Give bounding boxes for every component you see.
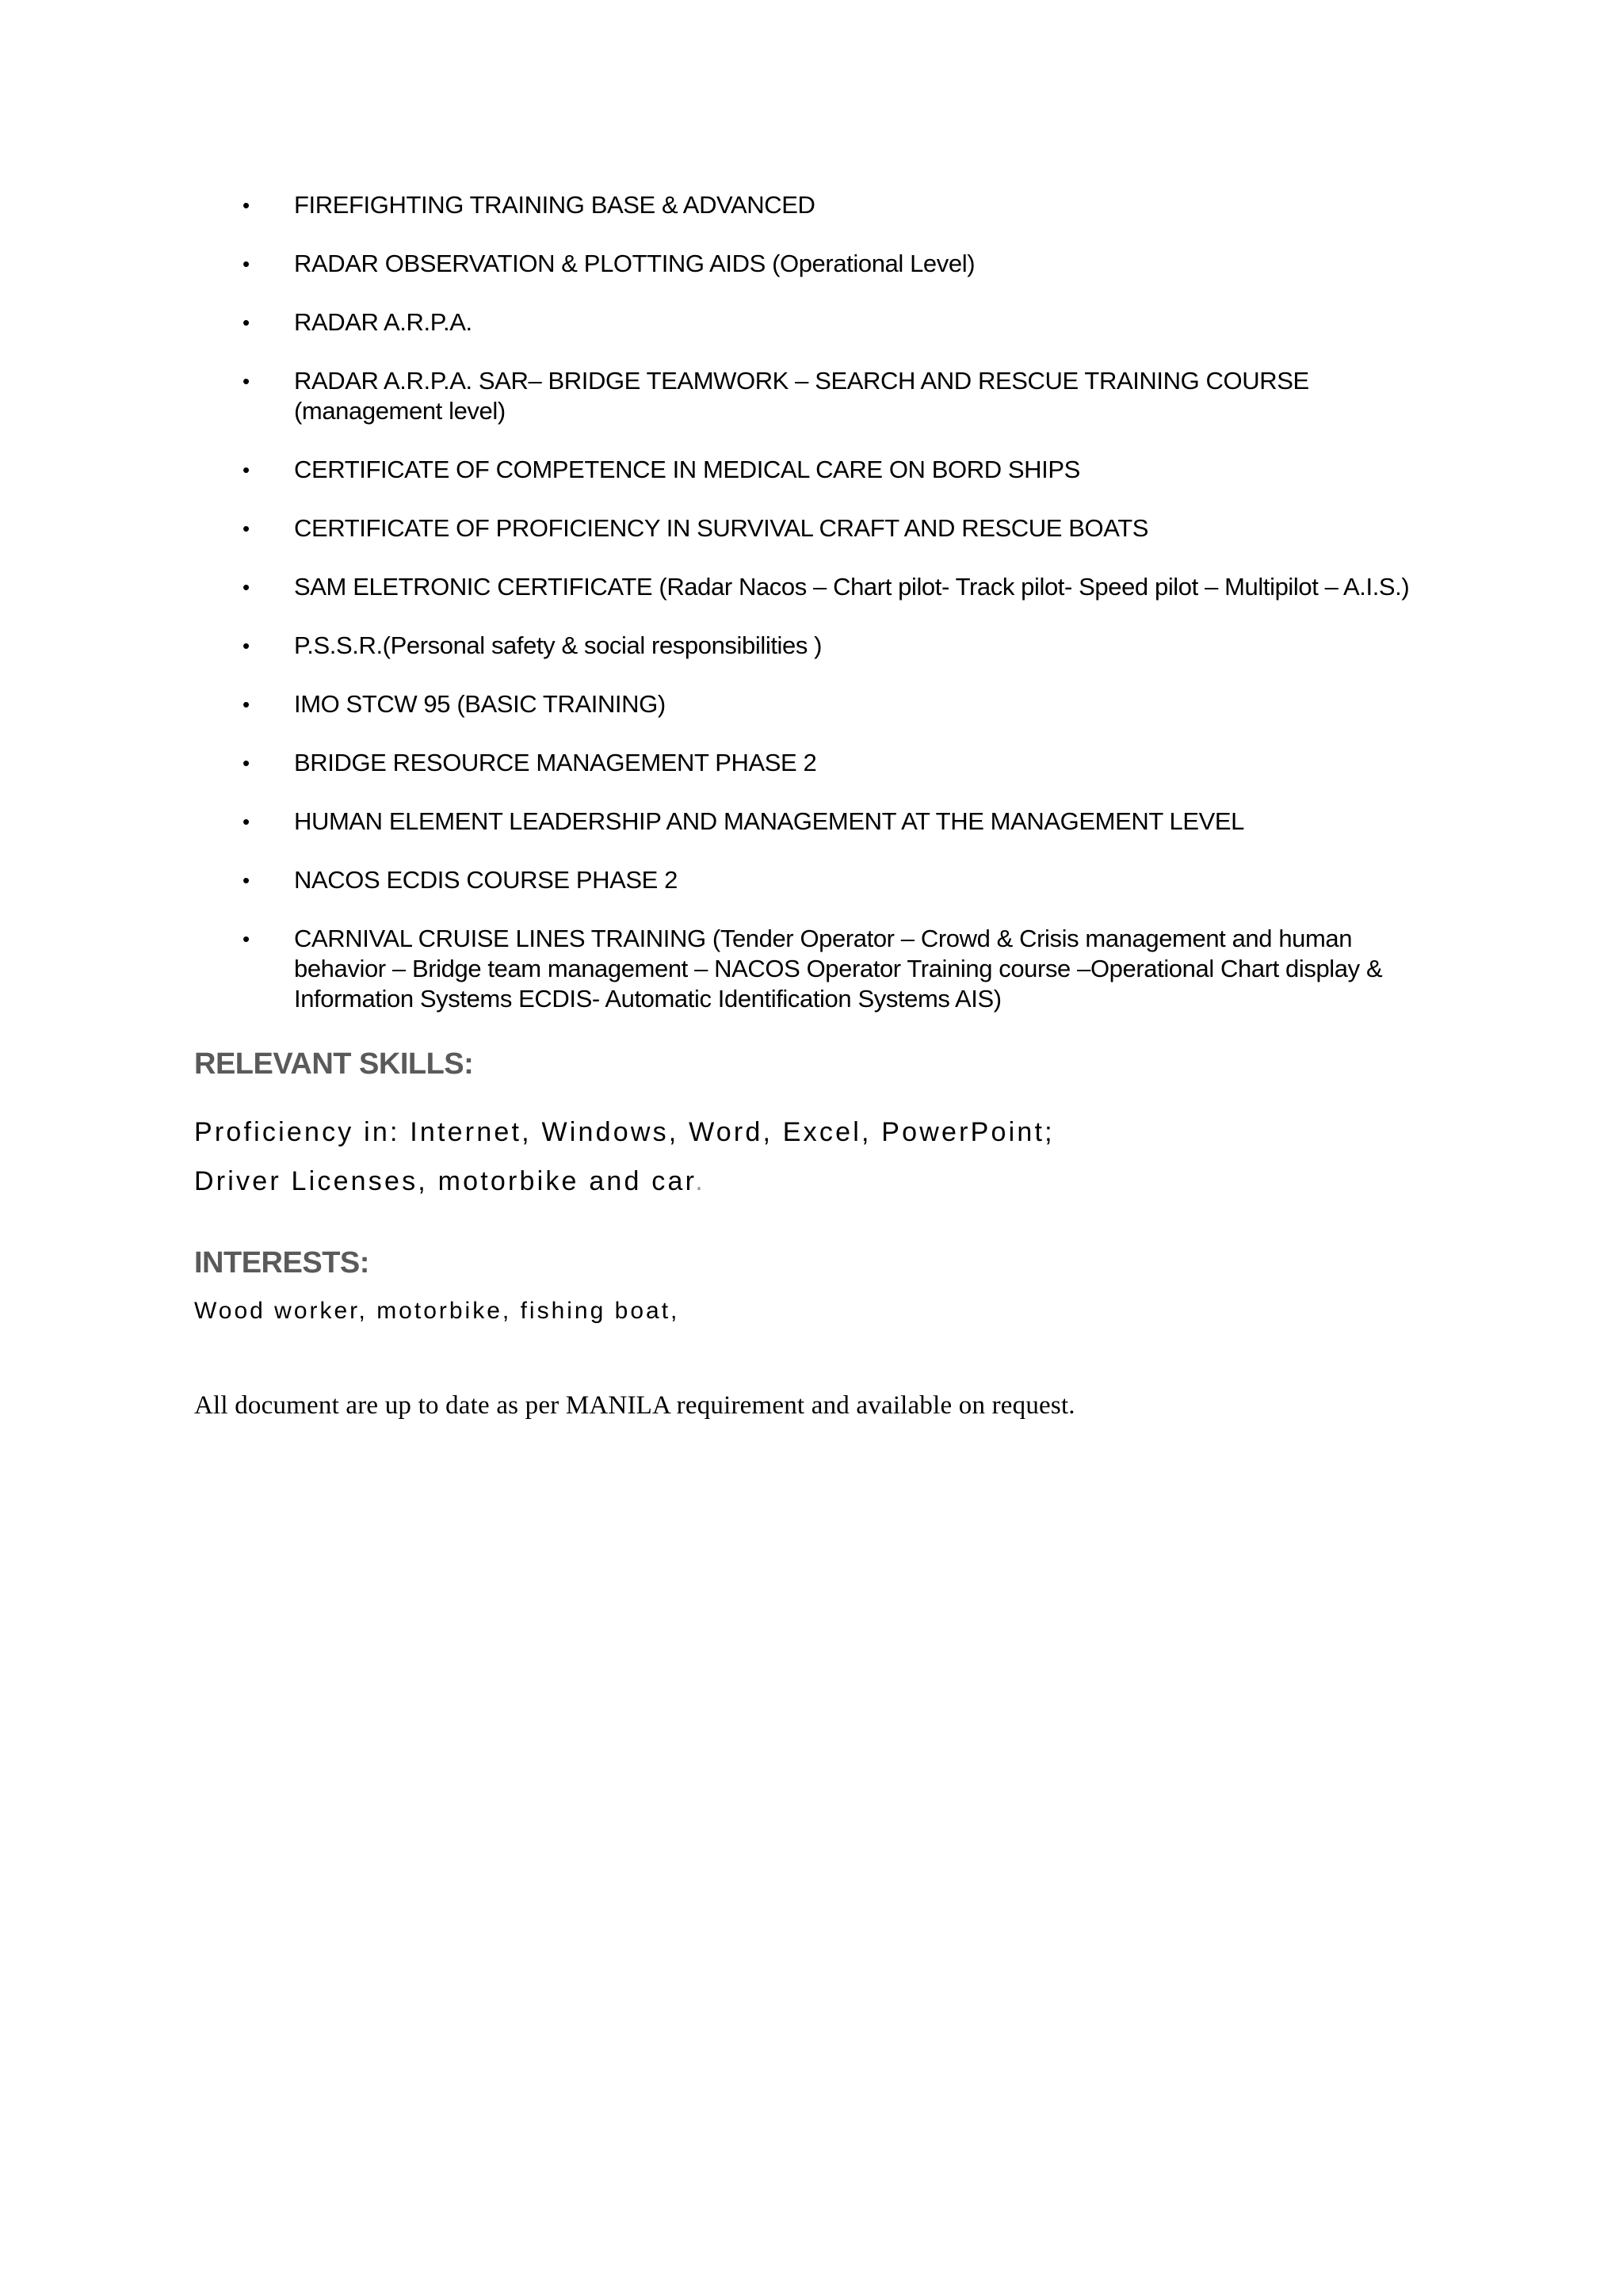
- certification-text: IMO STCW 95 (BASIC TRAINING): [294, 690, 666, 718]
- certification-item: [0, 249, 1623, 279]
- relevant-skills-heading: RELEVANT SKILLS:: [194, 1047, 474, 1081]
- certification-list: [0, 190, 1623, 1043]
- skills-license-line: [194, 1166, 705, 1197]
- interests-text: Wood worker, motorbike, fishing boat,: [194, 1298, 680, 1324]
- certification-item: [0, 631, 1623, 661]
- skills-proficiency-line: [194, 1117, 1055, 1148]
- certification-item: [0, 513, 1623, 543]
- certification-text: RADAR A.R.P.A. SAR– BRIDGE TEAMWORK – SEARCH AND RESCUE TRAINING COURSE (management level): [294, 367, 1309, 425]
- bullet-marker: •: [242, 810, 250, 833]
- bullet-marker: •: [242, 927, 250, 951]
- certification-text: NACOS ECDIS COURSE PHASE 2: [294, 866, 678, 894]
- bullet-marker: •: [242, 369, 250, 393]
- certification-text: RADAR OBSERVATION & PLOTTING AIDS (Operational Level): [294, 250, 976, 277]
- certification-text: CERTIFICATE OF PROFICIENCY IN SURVIVAL CRAFT AND RESCUE BOATS: [294, 514, 1149, 542]
- certification-text: FIREFIGHTING TRAINING BASE & ADVANCED: [294, 191, 815, 219]
- bullet-marker: •: [242, 311, 250, 334]
- skills-proficiency-text: Proficiency in: Internet, Windows, Word, Excel, PowerPoint;: [194, 1117, 1055, 1147]
- certification-text: SAM ELETRONIC CERTIFICATE (Radar Nacos – Chart pilot- Track pilot- Speed pilot – Multipilot – A.I.S.): [294, 573, 1410, 601]
- certification-text: CERTIFICATE OF COMPETENCE IN MEDICAL CARE ON BORD SHIPS: [294, 456, 1080, 483]
- certification-item: [0, 924, 1623, 1014]
- document-availability-note: All document are up to date as per MANILA requirement and available on request.: [194, 1391, 1075, 1420]
- certification-text: P.S.S.R.(Personal safety & social responsibilities ): [294, 631, 823, 659]
- bullet-marker: •: [242, 252, 250, 276]
- bullet-marker: •: [242, 193, 250, 217]
- certification-item: [0, 572, 1623, 602]
- certification-item: [0, 366, 1623, 426]
- certification-text: CARNIVAL CRUISE LINES TRAINING (Tender Operator – Crowd & Crisis management and human behavior – Bridge team management – NACOS Operator Training course –Operational Chart display & Information Systems ECDIS- Automatic Identification Systems AIS): [294, 925, 1383, 1013]
- certification-item: [0, 689, 1623, 719]
- bullet-marker: •: [242, 692, 250, 716]
- certification-text: HUMAN ELEMENT LEADERSHIP AND MANAGEMENT AT THE MANAGEMENT LEVEL: [294, 807, 1245, 835]
- certification-text: BRIDGE RESOURCE MANAGEMENT PHASE 2: [294, 749, 817, 776]
- certification-text: RADAR A.R.P.A.: [294, 308, 472, 336]
- interests-heading: INTERESTS:: [194, 1246, 369, 1280]
- certification-item: [0, 307, 1623, 338]
- bullet-marker: •: [242, 751, 250, 775]
- certification-item: [0, 865, 1623, 895]
- bullet-marker: •: [242, 575, 250, 599]
- certification-item: [0, 190, 1623, 220]
- bullet-marker: •: [242, 868, 250, 892]
- skills-license-period: .: [695, 1166, 705, 1196]
- certification-item: [0, 455, 1623, 485]
- bullet-marker: •: [242, 517, 250, 540]
- skills-license-text: Driver Licenses, motorbike and car: [194, 1166, 696, 1196]
- certification-item: [0, 748, 1623, 778]
- bullet-marker: •: [242, 634, 250, 658]
- bullet-marker: •: [242, 458, 250, 482]
- certification-item: [0, 807, 1623, 837]
